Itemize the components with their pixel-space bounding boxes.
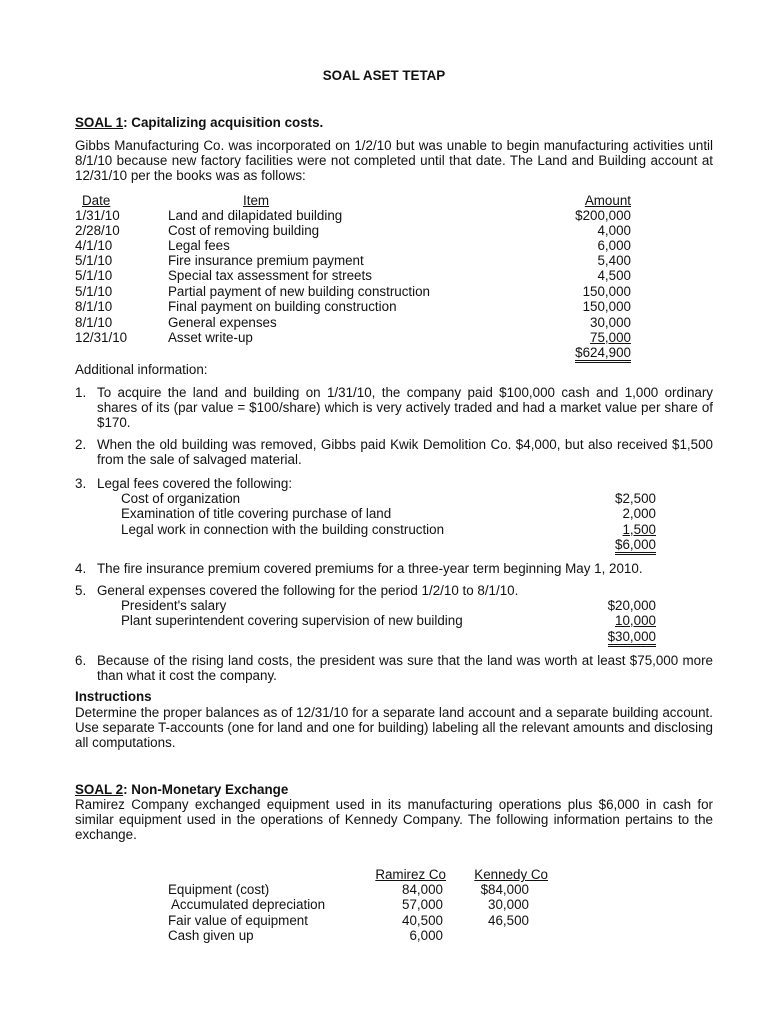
info-item-number: 1.: [75, 385, 87, 400]
general-expense-label: Plant superintendent covering supervision of new building: [121, 613, 463, 628]
info-item-text: Because of the rising land costs, the president was sure that the land was worth at least $75,000 more than what it cost the company.: [97, 653, 713, 684]
legal-fee-value: 1,500: [622, 522, 656, 537]
ledger-row: [75, 330, 635, 345]
soal2-intro: Ramirez Company exchanged equipment used in its manufacturing operations plus $6,000 in cash for similar equipment used in the operations of Kennedy Company. The following information pertains to the exchange.: [75, 797, 713, 843]
ledger-row: [75, 284, 635, 299]
legal-fee-total: $6,000: [615, 537, 656, 555]
ledger-amount: $200,000: [575, 208, 631, 223]
legal-fee-value: $2,500: [615, 491, 656, 506]
exchange-row-kennedy: $84,000: [480, 882, 529, 897]
exchange-row: [168, 913, 568, 928]
ledger-header-amount: Amount: [584, 193, 631, 208]
info-item-number: 4.: [75, 561, 87, 576]
ledger-item: Partial payment of new building construction: [168, 284, 431, 299]
ledger-row: [75, 299, 635, 314]
info-item-text: General expenses covered the following for the period 1/2/10 to 8/1/10.: [97, 583, 519, 598]
ledger-row: [75, 253, 635, 268]
legal-fee-label: Legal work in connection with the building construction: [121, 522, 445, 537]
ledger-header-item: Item: [243, 193, 270, 208]
legal-fee-label: Examination of title covering purchase of land: [121, 506, 392, 521]
soal1-intro: Gibbs Manufacturing Co. was incorporated on 1/2/10 but was unable to begin manufacturing activities until 8/1/10 because new factory facilities were not completed until that date. The Land and Building account at 12/31/10 per the books was as follows:: [75, 138, 713, 184]
ledger-item: Fire insurance premium payment: [168, 253, 364, 268]
legal-fee-value: 2,000: [622, 506, 656, 521]
general-expense-value: 10,000: [615, 613, 656, 628]
exchange-row-ramirez: 40,500: [402, 913, 443, 928]
ledger-row: [75, 315, 635, 330]
ledger-row: [75, 268, 635, 283]
exchange-row-label: Cash given up: [168, 928, 254, 943]
soal1-heading: [75, 115, 323, 130]
legal-fee-row: [121, 522, 656, 537]
ledger-date: 4/1/10: [75, 238, 113, 253]
ledger-item: Cost of removing building: [168, 223, 320, 238]
info-item-number: 5.: [75, 583, 87, 598]
general-expense-total-row: [121, 629, 656, 644]
soal2-heading-rest: : Non-Monetary Exchange: [123, 782, 289, 797]
exchange-row-kennedy: 30,000: [488, 897, 529, 912]
exchange-table-header: [168, 867, 568, 882]
info-item-text: When the old building was removed, Gibbs paid Kwik Demolition Co. $4,000, but also received $1,500 from the sale of salvaged material.: [97, 437, 713, 468]
ledger-date: 12/31/10: [75, 330, 128, 345]
ledger-date: 5/1/10: [75, 284, 113, 299]
legal-fee-row: [121, 506, 656, 521]
instructions-text: Determine the proper balances as of 12/31/10 for a separate land account and a separate building account. Use separate T-accounts (one for land and one for building) labeling all the relevant amounts and disclosing all computations.: [75, 705, 713, 751]
soal2-heading: [75, 782, 288, 797]
info-item-number: 6.: [75, 653, 87, 668]
exchange-col-kennedy: Kennedy Co: [474, 867, 548, 882]
exchange-row: [168, 928, 568, 943]
exchange-row: [168, 882, 568, 897]
ledger-header-date: Date: [82, 193, 111, 208]
legal-fee-label: Cost of organization: [121, 491, 241, 506]
ledger-date: 2/28/10: [75, 223, 120, 238]
exchange-row-ramirez: 57,000: [402, 897, 443, 912]
ledger-item: Land and dilapidated building: [168, 208, 343, 223]
ledger-date: 5/1/10: [75, 268, 113, 283]
ledger-item: Special tax assessment for streets: [168, 268, 372, 283]
ledger-item: Legal fees: [168, 238, 230, 253]
ledger-header: [75, 193, 635, 208]
ledger-amount: 6,000: [597, 238, 631, 253]
info-item-text: Legal fees covered the following:: [97, 476, 293, 491]
exchange-row-ramirez: 6,000: [409, 928, 443, 943]
general-expense-total: $30,000: [608, 629, 656, 647]
ledger-amount: 150,000: [582, 284, 631, 299]
info-item-number: 3.: [75, 476, 87, 491]
ledger-item: General expenses: [168, 315, 277, 330]
exchange-col-ramirez: Ramirez Co: [375, 867, 446, 882]
ledger-total-row: [75, 345, 635, 360]
ledger-amount: 150,000: [582, 299, 631, 314]
exchange-row-kennedy: 46,500: [488, 913, 529, 928]
ledger-amount: 75,000: [590, 330, 631, 345]
ledger-amount: 30,000: [590, 315, 631, 330]
exchange-row-label: Accumulated depreciation: [168, 897, 326, 912]
info-item-number: 2.: [75, 437, 87, 452]
ledger-amount: 5,400: [597, 253, 631, 268]
info-item-text: The fire insurance premium covered premiums for a three-year term beginning May 1, 2010.: [97, 561, 643, 576]
soal2-heading-prefix: SOAL 2: [75, 782, 124, 797]
general-expense-label: President's salary: [121, 598, 227, 613]
ledger-date: 8/1/10: [75, 299, 113, 314]
ledger-item: Asset write-up: [168, 330, 253, 345]
ledger-date: 5/1/10: [75, 253, 113, 268]
general-expense-row: [121, 613, 656, 628]
exchange-row-label: Equipment (cost): [168, 882, 270, 897]
legal-fee-row: [121, 491, 656, 506]
soal1-heading-prefix: SOAL 1: [75, 115, 124, 130]
exchange-row: [168, 897, 568, 912]
info-item-text: To acquire the land and building on 1/31/10, the company paid $100,000 cash and 1,000 ordinary shares of its (par value = $100/share) which is very actively traded and had a market value per share of $170.: [97, 385, 713, 431]
exchange-row-ramirez: 84,000: [402, 882, 443, 897]
soal1-heading-rest: : Capitalizing acquisition costs.: [123, 115, 324, 130]
ledger-row: [75, 223, 635, 238]
ledger-amount: 4,000: [597, 223, 631, 238]
general-expense-row: [121, 598, 656, 613]
ledger-date: 8/1/10: [75, 315, 113, 330]
ledger-item: Final payment on building construction: [168, 299, 397, 314]
document-title: SOAL ASET TETAP: [322, 68, 446, 83]
legal-fee-total-row: [121, 537, 656, 552]
ledger-date: 1/31/10: [75, 208, 120, 223]
exchange-row-label: Fair value of equipment: [168, 913, 308, 928]
ledger-row: [75, 238, 635, 253]
additional-info-label: Additional information:: [75, 362, 208, 377]
ledger-row: [75, 208, 635, 223]
general-expense-value: $20,000: [607, 598, 656, 613]
ledger-amount: 4,500: [597, 268, 631, 283]
ledger-total: $624,900: [575, 345, 631, 363]
instructions-heading: Instructions: [75, 689, 152, 704]
